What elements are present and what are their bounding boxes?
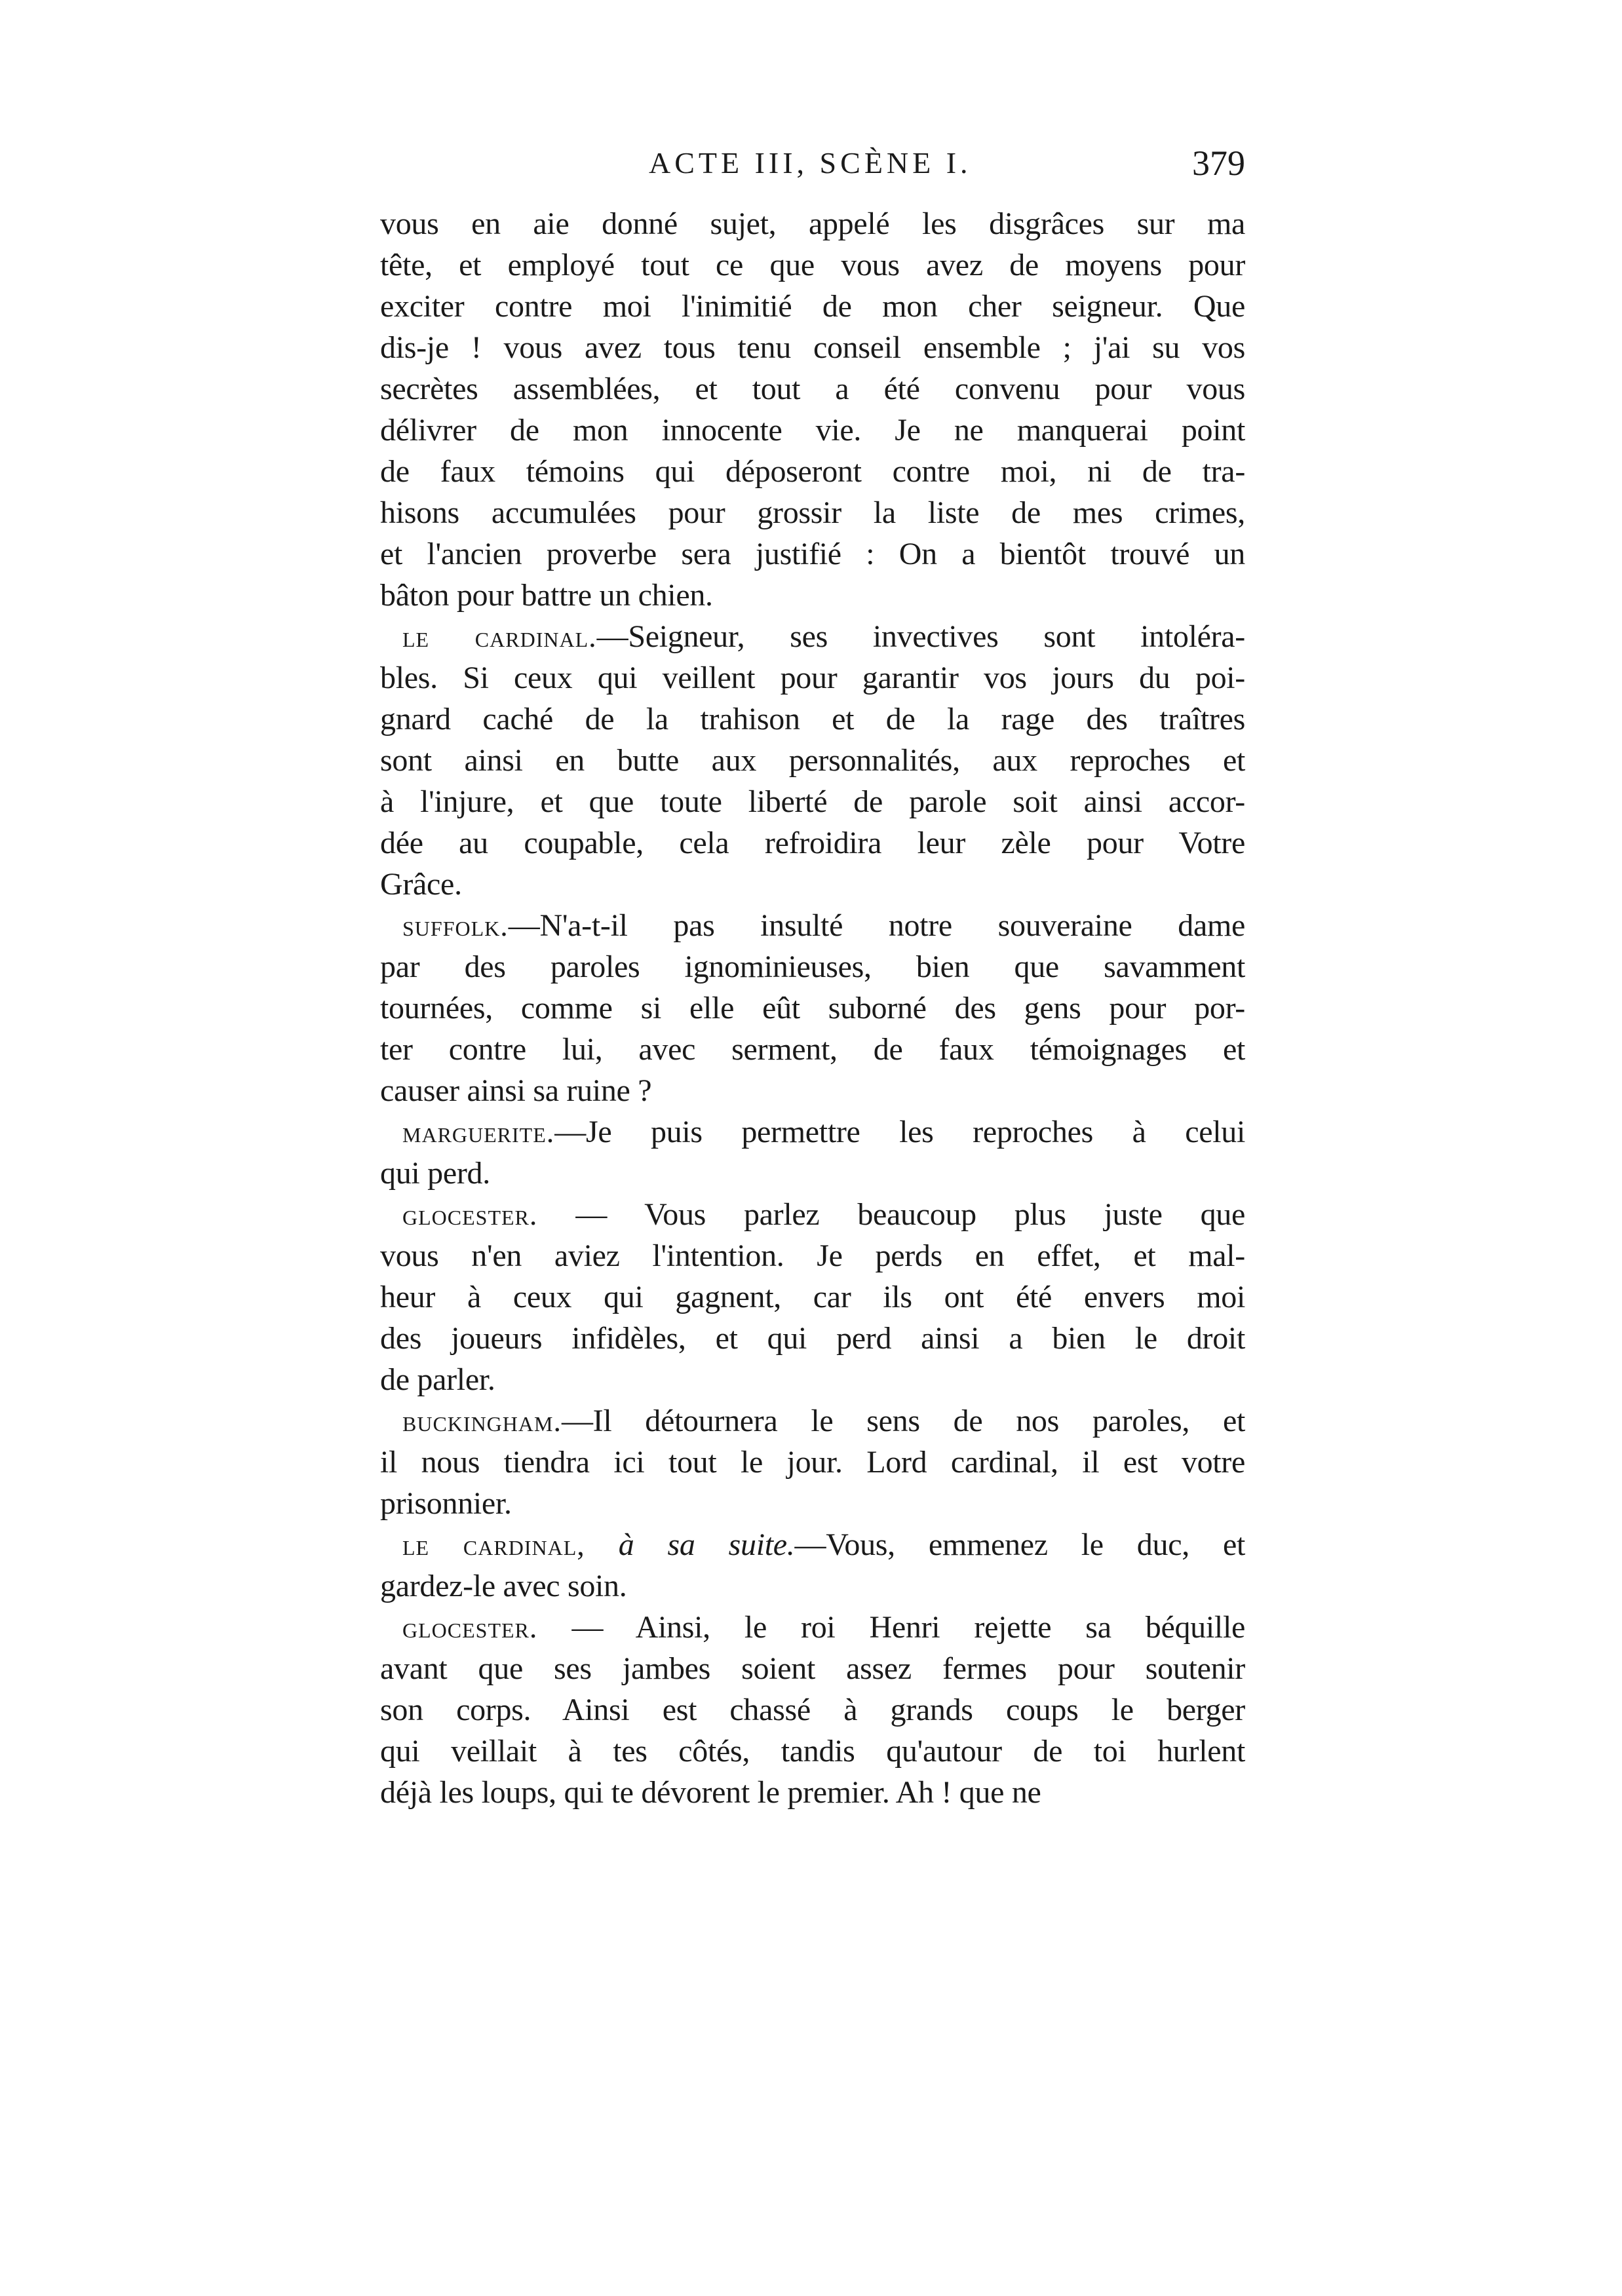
dialogue-paragraph xyxy=(380,1194,1245,1400)
page-number: 379 xyxy=(1192,144,1245,183)
text-line xyxy=(380,492,1245,533)
line-text: gnard caché de la trahison et de la rage des traîtres xyxy=(380,702,1245,737)
line-text: causer ainsi sa ruine ? xyxy=(380,1073,652,1108)
speaker-name: marguerite. xyxy=(402,1115,555,1149)
dialogue-paragraph xyxy=(380,1607,1245,1813)
text-line xyxy=(380,1235,1245,1276)
line-text: tête, et employé tout ce que vous avez de moyens pour xyxy=(380,248,1245,282)
text-line xyxy=(380,1359,1245,1400)
speaker-name: le cardinal, xyxy=(402,1528,585,1561)
line-text: —Seigneur, ses invectives sont intoléra- xyxy=(596,619,1245,654)
text-line xyxy=(380,657,1245,698)
text-line xyxy=(380,1565,1245,1607)
line-text: hisons accumulées pour grossir la liste de mes crimes, xyxy=(380,495,1245,530)
text-line xyxy=(380,1524,1245,1565)
text-line xyxy=(380,1318,1245,1359)
stage-direction: à sa suite. xyxy=(585,1527,795,1562)
line-text: —Vous, emmenez le duc, et xyxy=(794,1527,1245,1562)
text-line xyxy=(380,1689,1245,1731)
text-line xyxy=(380,451,1245,492)
line-text: dis-je ! vous avez tous tenu conseil ensemble ; j'ai su vos xyxy=(380,330,1245,365)
dialogue-paragraph xyxy=(380,616,1245,905)
text-line xyxy=(380,244,1245,286)
line-text: qui veillait à tes côtés, tandis qu'autour de toi hurlent xyxy=(380,1734,1245,1769)
text-line xyxy=(380,1483,1245,1524)
text-line xyxy=(380,781,1245,822)
line-text: avant que ses jambes soient assez fermes pour soutenir xyxy=(380,1651,1245,1686)
line-text: ter contre lui, avec serment, de faux témoignages et xyxy=(380,1032,1245,1067)
text-line xyxy=(380,327,1245,368)
speaker-name: glocester. xyxy=(402,1198,538,1231)
text-line xyxy=(380,616,1245,657)
line-text: de parler. xyxy=(380,1362,495,1397)
speaker-name: glocester. xyxy=(402,1611,538,1644)
text-line xyxy=(380,1070,1245,1111)
dialogue-paragraph xyxy=(380,1524,1245,1607)
text-line xyxy=(380,905,1245,946)
text-line xyxy=(380,575,1245,616)
line-text: vous n'en aviez l'intention. Je perds en effet, et mal- xyxy=(380,1238,1245,1273)
line-text: à l'injure, et que toute liberté de parole soit ainsi accor- xyxy=(380,784,1245,819)
text-line xyxy=(380,410,1245,451)
line-text: sont ainsi en butte aux personnalités, aux reproches et xyxy=(380,743,1245,778)
text-line xyxy=(380,1731,1245,1772)
line-text: —Il détournera le sens de nos paroles, et xyxy=(561,1404,1245,1438)
text-line xyxy=(380,1029,1245,1070)
text-line xyxy=(380,864,1245,905)
text-line xyxy=(380,740,1245,781)
text-line xyxy=(380,1194,1245,1235)
text-line xyxy=(380,1153,1245,1194)
page-body xyxy=(380,203,1245,1813)
speaker-name: buckingham. xyxy=(402,1404,562,1438)
prose-paragraph xyxy=(380,203,1245,616)
line-text: de faux témoins qui déposeront contre moi, ni de tra- xyxy=(380,454,1245,489)
line-text: par des paroles ignominieuses, bien que savamment xyxy=(380,949,1245,984)
line-text: secrètes assemblées, et tout a été convenu pour vous xyxy=(380,372,1245,406)
text-line xyxy=(380,203,1245,244)
line-text: qui perd. xyxy=(380,1156,490,1191)
text-line xyxy=(380,1442,1245,1483)
speaker-name: le cardinal. xyxy=(402,620,597,653)
text-line xyxy=(380,698,1245,740)
line-text: et l'ancien proverbe sera justifié : On a bientôt trouvé un xyxy=(380,537,1245,571)
line-text: heur à ceux qui gagnent, car ils ont été envers moi xyxy=(380,1280,1245,1314)
line-text: prisonnier. xyxy=(380,1486,512,1521)
line-text: exciter contre moi l'inimitié de mon cher seigneur. Que xyxy=(380,289,1245,324)
line-text: des joueurs infidèles, et qui perd ainsi a bien le droit xyxy=(380,1321,1245,1356)
dialogue-paragraph xyxy=(380,1400,1245,1524)
text-line xyxy=(380,1111,1245,1153)
text-line xyxy=(380,1276,1245,1318)
text-line xyxy=(380,1400,1245,1442)
text-line xyxy=(380,987,1245,1029)
line-text: Grâce. xyxy=(380,867,462,902)
line-text: —N'a-t-il pas insulté notre souveraine dame xyxy=(508,908,1245,943)
line-text: son corps. Ainsi est chassé à grands coups le berger xyxy=(380,1693,1245,1727)
line-text: bles. Si ceux qui veillent pour garantir vos jours du poi- xyxy=(380,660,1245,695)
line-text: délivrer de mon innocente vie. Je ne manquerai point xyxy=(380,413,1245,448)
text-line xyxy=(380,286,1245,327)
line-text: il nous tiendra ici tout le jour. Lord cardinal, il est votre xyxy=(380,1445,1245,1480)
dialogue-paragraph xyxy=(380,1111,1245,1194)
running-header xyxy=(380,145,1245,191)
text-line xyxy=(380,946,1245,987)
line-text: dée au coupable, cela refroidira leur zèle pour Votre xyxy=(380,826,1245,860)
line-text: —Je puis permettre les reproches à celui xyxy=(554,1115,1245,1149)
line-text: tournées, comme si elle eût suborné des gens pour por- xyxy=(380,991,1245,1025)
line-text: — Vous parlez beaucoup plus juste que xyxy=(537,1197,1245,1232)
line-text: bâton pour battre un chien. xyxy=(380,578,713,613)
speaker-name: suffolk. xyxy=(402,909,509,942)
running-title: ACTE III, SCÈNE I. xyxy=(649,146,972,180)
text-line xyxy=(380,1648,1245,1689)
line-text: vous en aie donné sujet, appelé les disgrâces sur ma xyxy=(380,206,1245,241)
text-line xyxy=(380,533,1245,575)
text-line xyxy=(380,368,1245,410)
line-text: gardez-le avec soin. xyxy=(380,1569,627,1603)
line-text: déjà les loups, qui te dévorent le premier. Ah ! que ne xyxy=(380,1775,1041,1810)
dialogue-paragraph xyxy=(380,905,1245,1111)
line-text: — Ainsi, le roi Henri rejette sa béquille xyxy=(537,1610,1245,1645)
text-line xyxy=(380,1607,1245,1648)
text-line xyxy=(380,1772,1245,1813)
text-line xyxy=(380,822,1245,864)
